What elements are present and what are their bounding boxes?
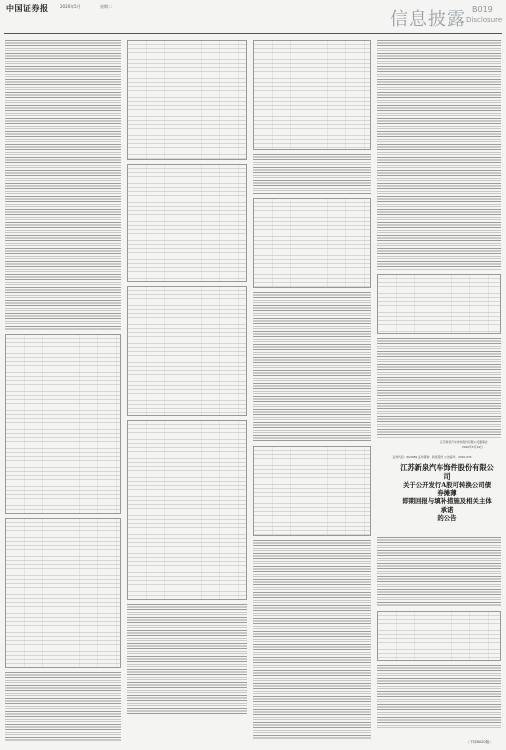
text-block — [377, 537, 501, 607]
column-3 — [253, 40, 371, 740]
text-block — [253, 154, 371, 194]
signature-line: 江苏新泉汽车饰件股份有限公司董事会 — [440, 440, 488, 444]
section-title-en: Disclosure — [466, 16, 503, 24]
company-name: 江苏新泉汽车饰件股份有限公司 — [400, 463, 494, 481]
text-block — [5, 672, 121, 742]
column-2 — [127, 40, 247, 714]
continued-label: （下转B020版） — [466, 740, 493, 744]
page-code: B019 — [472, 5, 493, 14]
text-block — [377, 338, 501, 438]
financial-table — [5, 518, 121, 668]
announcement-title-line-2: 即期回报与填补措施及相关主体承诺 — [402, 497, 492, 514]
financial-table — [5, 334, 121, 514]
section-title: 信息披露 — [390, 9, 466, 30]
date-line: 2020年5月19日 — [462, 445, 483, 449]
text-block — [253, 292, 371, 442]
text-block — [127, 604, 247, 714]
financial-table — [127, 164, 247, 282]
financial-table — [127, 40, 247, 160]
column-4 — [377, 40, 501, 438]
financial-table — [377, 611, 501, 661]
masthead-rule — [4, 33, 502, 34]
financial-table — [253, 198, 371, 288]
column-1 — [5, 40, 121, 742]
paper-name: 中国证券报 — [6, 3, 49, 13]
financial-table — [253, 40, 371, 150]
financial-table — [127, 286, 247, 416]
edition-label: 星期二 — [100, 4, 112, 9]
column-4-lower — [377, 537, 501, 730]
masthead — [0, 0, 506, 34]
issue-date: 2020年5月 — [60, 4, 81, 9]
financial-table — [127, 420, 247, 600]
text-block — [5, 40, 121, 330]
text-block — [377, 665, 501, 730]
financial-table — [377, 274, 501, 334]
announcement-title-line-1: 关于公开发行A股可转换公司债券摊薄 — [402, 481, 492, 498]
text-block — [377, 40, 501, 270]
announcement-title-line-3: 的公告 — [437, 513, 457, 522]
financial-table — [253, 446, 371, 536]
text-block — [253, 540, 371, 740]
announcement-code: 证券代码：603089 证券简称：新泉股份 公告编号：2020-032 — [392, 455, 472, 459]
announcement-heading — [400, 463, 494, 533]
